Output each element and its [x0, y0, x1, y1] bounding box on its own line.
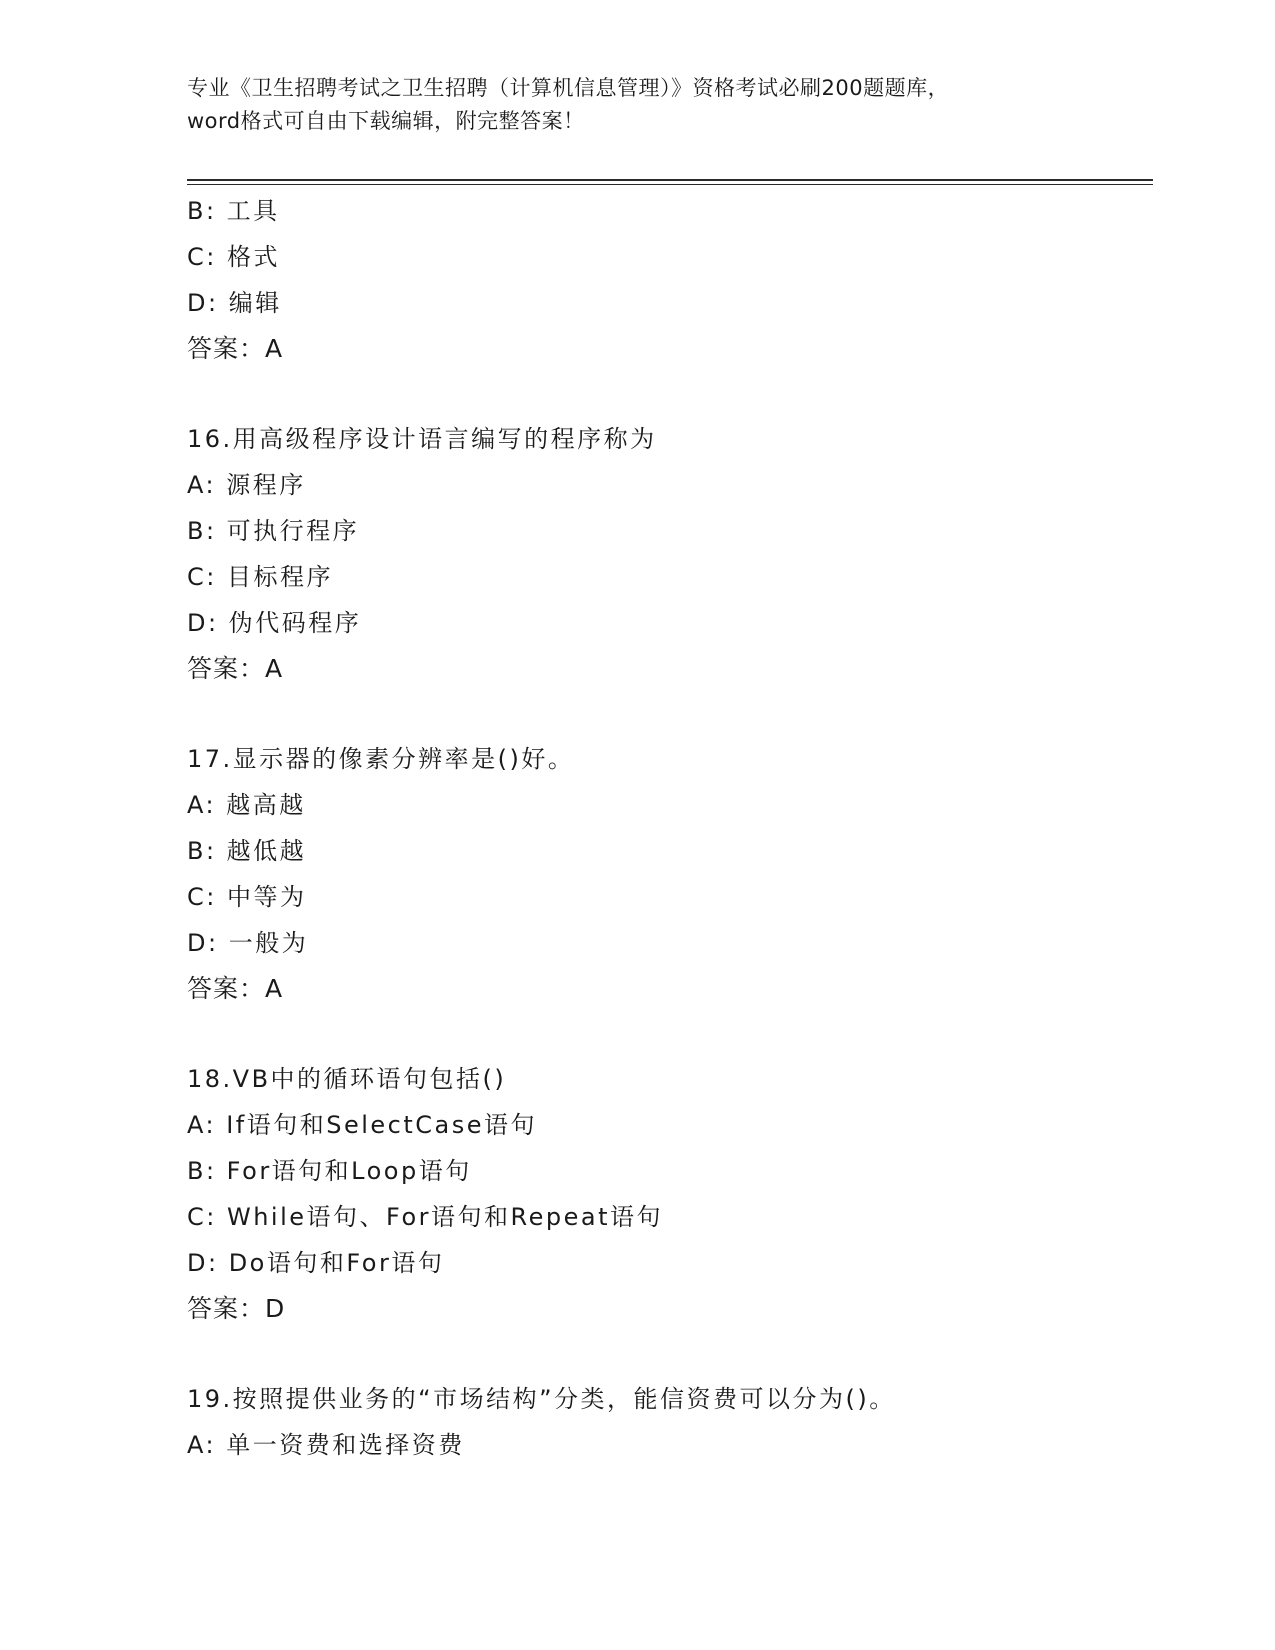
- question-list: [187, 188, 1147, 1468]
- question-stem: 17.显示器的像素分辨率是()好。: [187, 745, 575, 773]
- option-b: B: 越低越: [187, 837, 307, 865]
- question-stem: 18.VB中的循环语句包括(): [187, 1065, 507, 1093]
- option-b: B: For语句和Loop语句: [187, 1157, 472, 1185]
- option-c: C: 中等为: [187, 883, 307, 911]
- option-c: C: 格式: [187, 243, 280, 271]
- header-title-line1: 专业《卫生招聘考试之卫生招聘（计算机信息管理）》资格考试必刷200题题库，: [187, 76, 950, 100]
- option-a: A: If语句和SelectCase语句: [187, 1111, 538, 1139]
- option-c: C: While语句、For语句和Repeat语句: [187, 1203, 663, 1231]
- question-block-16: [187, 416, 1147, 692]
- question-block-18: [187, 1056, 1147, 1332]
- question-stem: 16.用高级程序设计语言编写的程序称为: [187, 425, 657, 453]
- option-d: D: 伪代码程序: [187, 609, 362, 637]
- option-a: A: 源程序: [187, 471, 306, 499]
- question-stem: 19.按照提供业务的“市场结构”分类，能信资费可以分为()。: [187, 1385, 896, 1413]
- question-block-17: [187, 736, 1147, 1012]
- answer-line: 答案：A: [187, 654, 284, 683]
- header-divider-thick: [187, 179, 1153, 181]
- option-d: D: 编辑: [187, 289, 282, 317]
- option-b: B: 工具: [187, 197, 280, 225]
- question-block-19: [187, 1376, 1147, 1468]
- option-a: A: 单一资费和选择资费: [187, 1431, 465, 1459]
- answer-line: 答案：D: [187, 1294, 286, 1323]
- option-b: B: 可执行程序: [187, 517, 360, 545]
- answer-line: 答案：A: [187, 974, 284, 1003]
- option-c: C: 目标程序: [187, 563, 333, 591]
- option-d: D: Do语句和For语句: [187, 1249, 445, 1277]
- option-d: D: 一般为: [187, 929, 309, 957]
- option-a: A: 越高越: [187, 791, 306, 819]
- answer-line: 答案：A: [187, 334, 284, 363]
- header-divider-thin: [187, 184, 1153, 185]
- document-header: [187, 72, 1087, 138]
- question-block-15: [187, 188, 1147, 372]
- header-title-line2: word格式可自由下载编辑，附完整答案！: [187, 109, 585, 133]
